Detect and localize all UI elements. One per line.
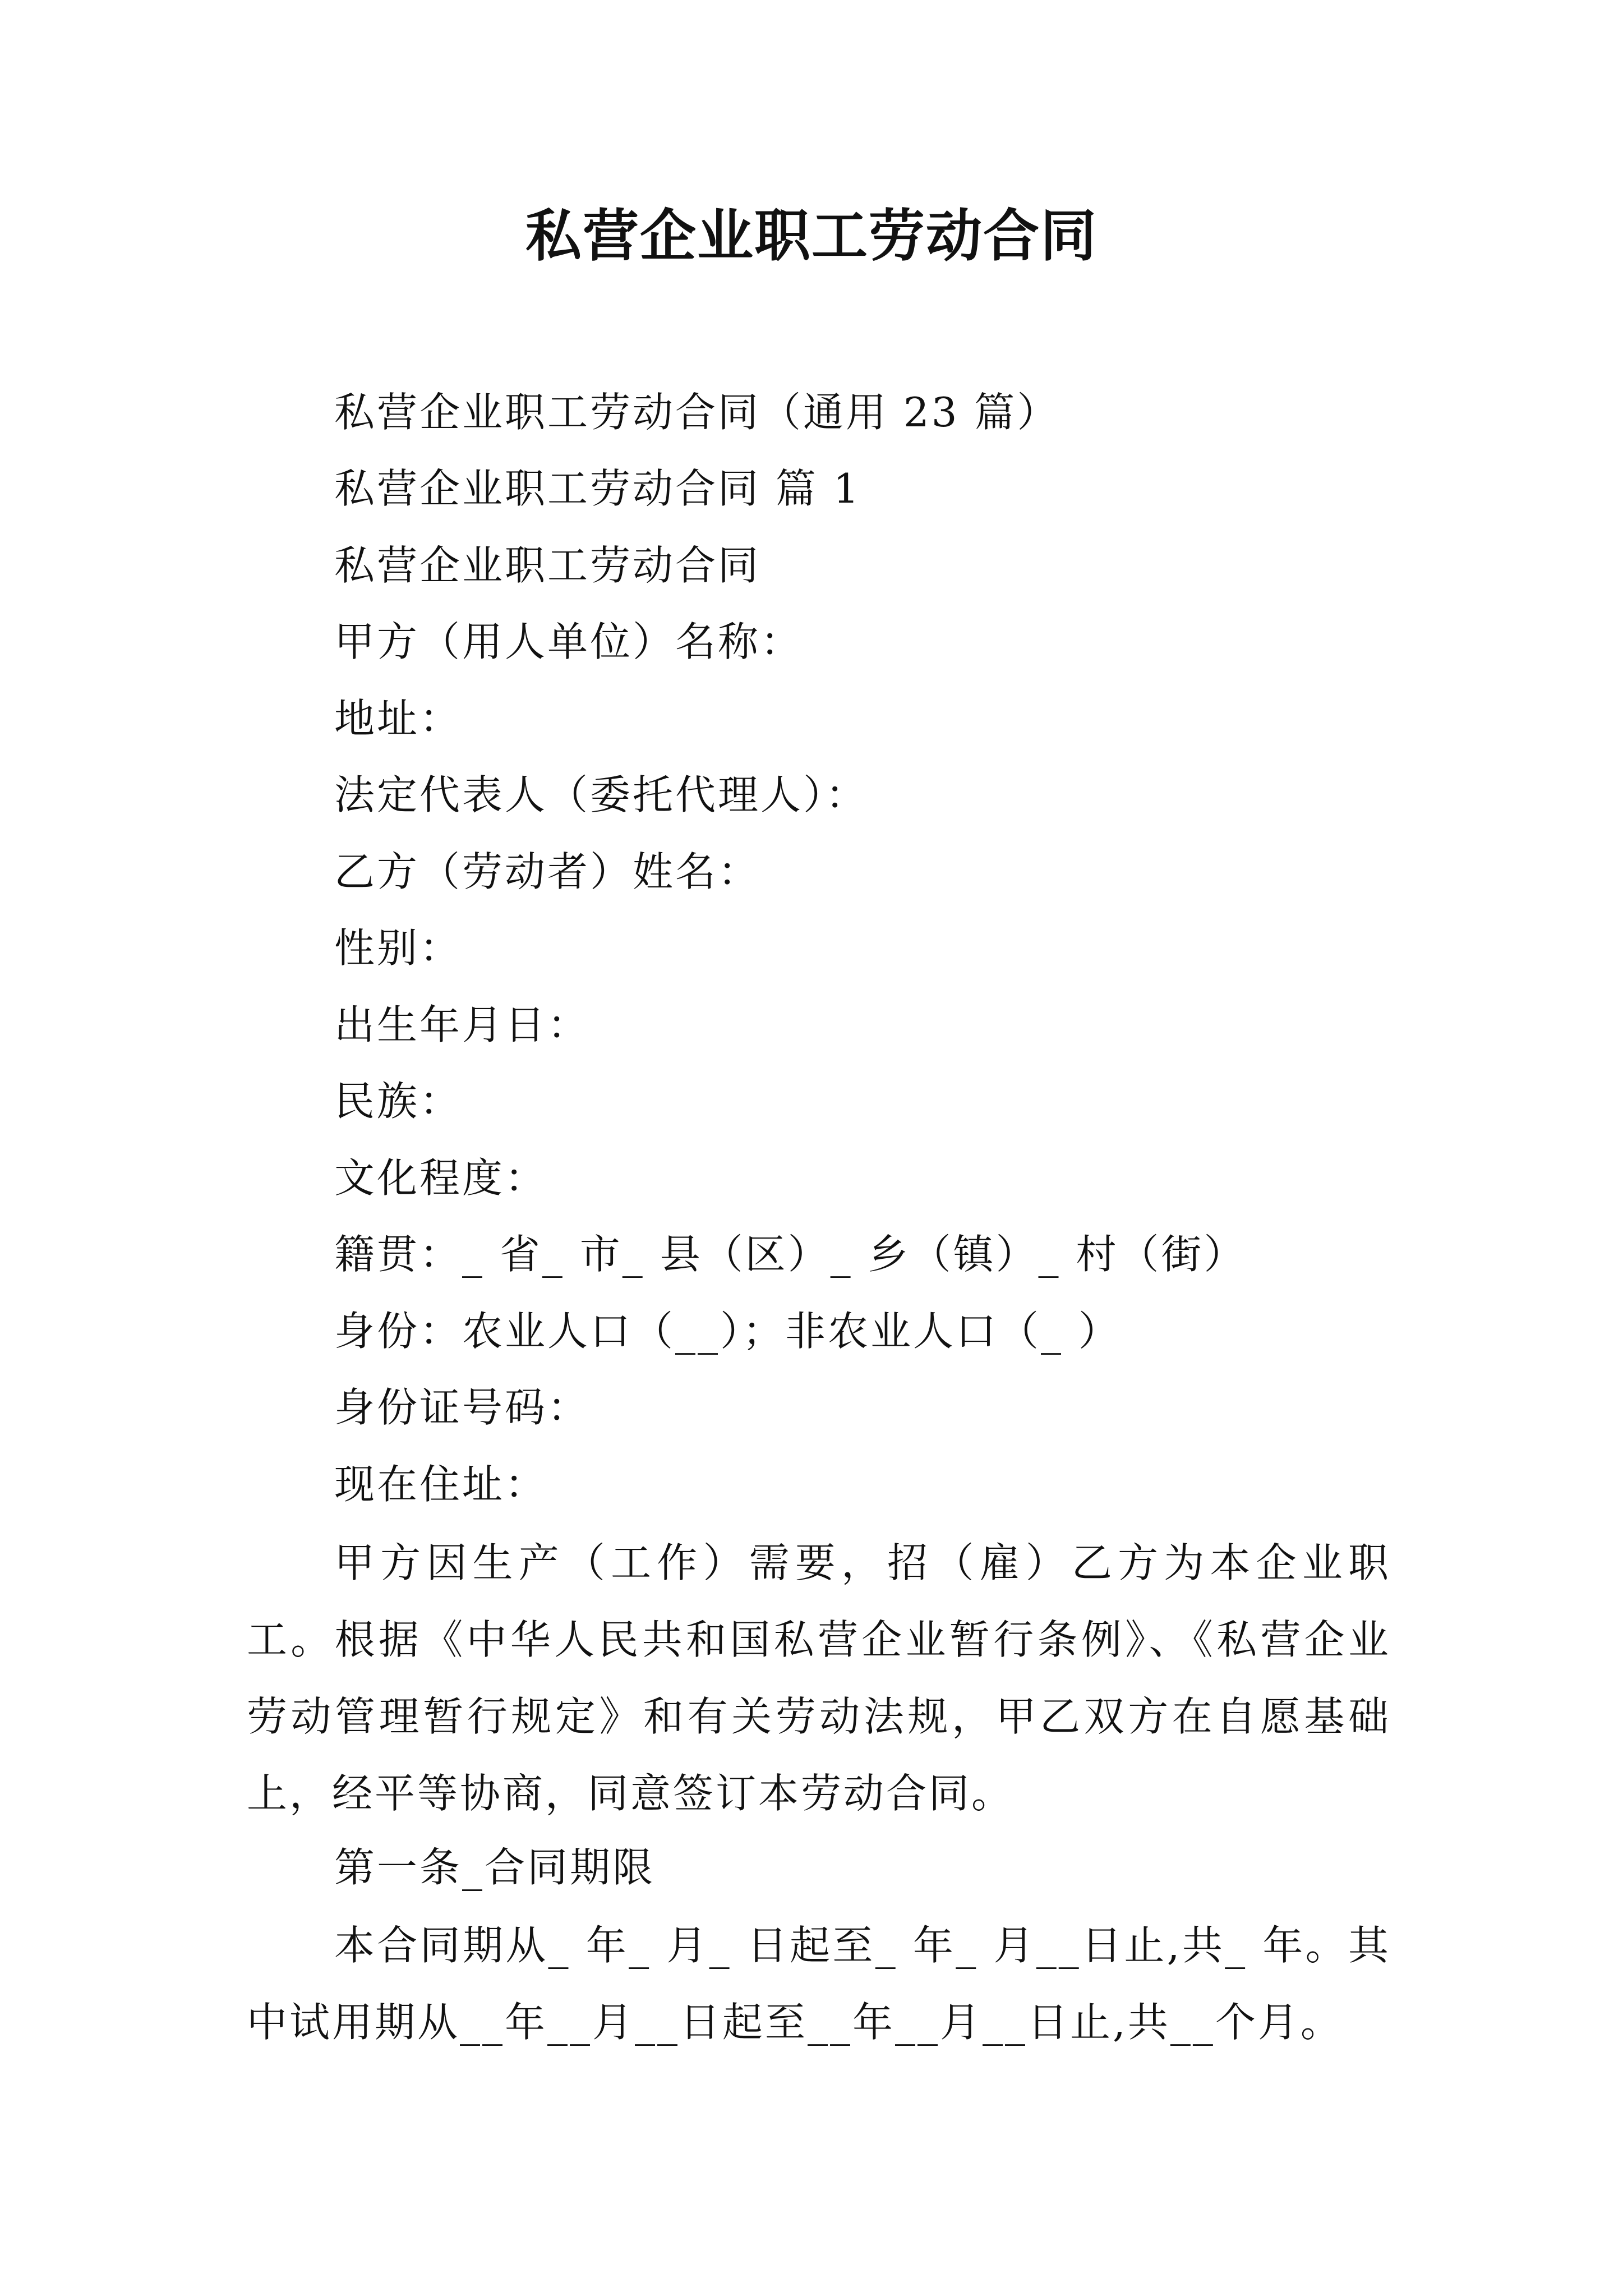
contract-collection-title: 私营企业职工劳动合同（通用 23 篇） (334, 389, 1060, 436)
employer-address-field: 地址： (334, 695, 463, 742)
id-number-field: 身份证号码： (334, 1384, 591, 1431)
current-address-field: 现在住址： (334, 1461, 548, 1508)
document-title: 私营企业职工劳动合同 (525, 203, 1098, 269)
article-1-heading: 第一条_合同期限 (334, 1844, 656, 1891)
contract-term-paragraph: 本合同期从_ 年_ 月_ 日起至_ 年_ 月__日止,共_ 年。其中试用期从__年__月__日起至__年__月__日止,共__个月。 (247, 1922, 1391, 2046)
birth-date-field: 出生年月日： (334, 1001, 591, 1048)
contract-name: 私营企业职工劳动合同 (334, 542, 761, 589)
employee-name-field: 乙方（劳动者）姓名： (334, 848, 761, 895)
gender-field: 性别： (334, 924, 463, 972)
preamble-paragraph: 甲方因生产（工作）需要，招（雇）乙方为本企业职工。根据《中华人民共和国私营企业暂行条例》、《私营企业劳动管理暂行规定》和有关劳动法规，甲乙双方在自愿基础上，经平等协商，同意签订本劳动合同。 (247, 1539, 1391, 1817)
section-heading: 私营企业职工劳动合同 篇 1 (334, 465, 861, 512)
household-type-field: 身份：农业人口（__）；非农业人口（_ ） (334, 1308, 1121, 1355)
legal-representative-field: 法定代表人（委托代理人）： (334, 771, 869, 818)
education-field: 文化程度： (334, 1154, 548, 1202)
native-place-field: 籍贯：_ 省_ 市_ 县（区）_ 乡（镇）_ 村（街） (334, 1231, 1247, 1278)
employer-name-field: 甲方（用人单位）名称： (334, 618, 804, 665)
ethnicity-field: 民族： (334, 1078, 463, 1125)
